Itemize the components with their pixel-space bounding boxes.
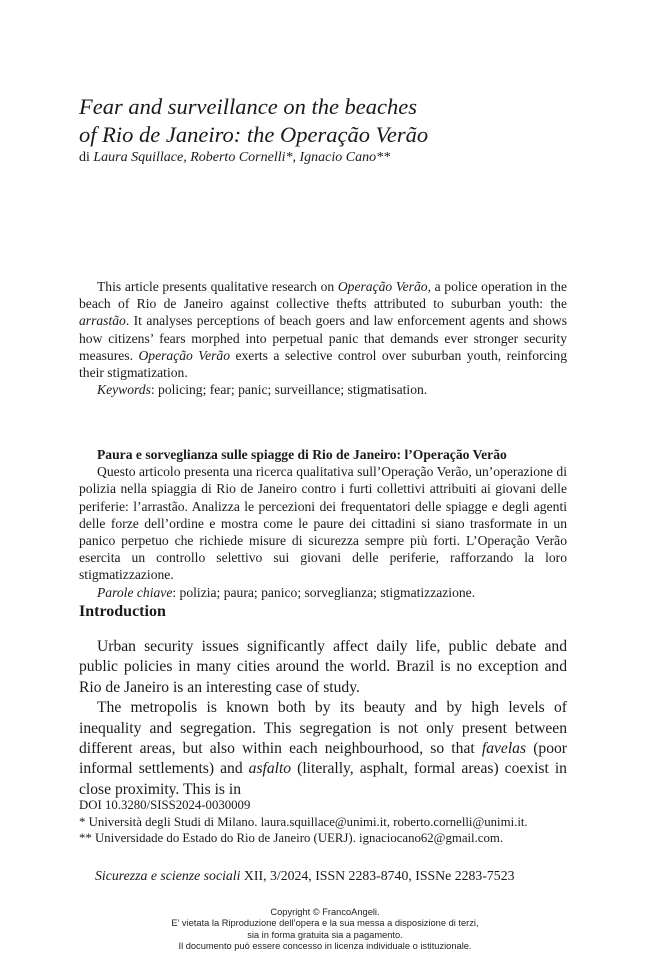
abstract-en-text [79, 278, 567, 381]
abstract-en-part: . It analyses perceptions of beach goers and law enforcement agents and shows how citizens’ fears morphed into perpetual panic that demands ever stronger security measures. [79, 313, 567, 363]
intro-paragraph-2 [79, 698, 567, 800]
author-line [79, 149, 390, 167]
abstract-italian [79, 446, 567, 601]
journal-citation [95, 868, 515, 884]
keywords-label: Keywords [97, 382, 151, 398]
abstract-english [79, 278, 567, 398]
copyright-line-4: Il documento può essere concesso in licenza individuale o istituzionale. [178, 941, 472, 952]
footnotes [79, 797, 579, 847]
abstract-it-text: Questo articolo presenta una ricerca qualitativa sull’Operação Verão, un’operazione di polizia nella spiaggia di Rio de Janeiro contro i furti collettivi attribuiti ai giovani delle periferie: l’arrastão. Analizza le percezioni dei frequentatori delle spiagge e degli agenti delle forze dell’ordine e mostra come le paure dei cittadini si siano trasformate in un panico perpetuo che richiede misure di sicurezza sempre più forti. L’Operação Verão esercita un controllo selettivo sui giovani delle periferie, rafforzando la loro stigmatizzazione. [79, 464, 567, 583]
copyright-line-1: Copyright © FrancoAngeli. [270, 907, 380, 917]
abstract-it-title: Paura e sorveglianza sulle spiagge di Rio de Janeiro: l’Operação Verão [97, 447, 507, 462]
abstract-en-part: , a police operation in the beach of Rio de Janeiro against collective thefts attributed to suburban youth: the [79, 279, 567, 312]
abstract-en-part: exerts a selective control over suburban youth, reinforcing their stigmatization. [79, 347, 567, 381]
intro-p2-italic: asfalto [248, 760, 292, 778]
section-heading-introduction: Introduction [79, 603, 166, 620]
abstract-en-italic: Operação Verão [138, 347, 230, 363]
footnote-1: * Università degli Studi di Milano. laura.squillace@unimi.it, roberto.cornelli@unimi.it. [79, 814, 528, 829]
intro-p2-part: The metropolis is known both by its beauty and by high levels of inequality and segregation. This segregation is not only present between different areas, but also within each neighbourhood, so that [79, 699, 567, 758]
keywords-it [79, 584, 567, 601]
intro-p2-part: (poor informal settlements) and [79, 740, 567, 778]
introduction-body [79, 637, 567, 800]
copyright-notice [0, 907, 650, 953]
keywords-it-label: Parole chiave [97, 584, 173, 600]
title-line-2: of Rio de Janeiro: the Operação Verão [79, 122, 429, 147]
author-names: Laura Squillace, Roberto Cornelli*, Ignacio Cano** [93, 150, 391, 165]
keywords-en [79, 381, 567, 398]
intro-p2-italic: favelas [481, 740, 527, 758]
article-title [79, 93, 599, 149]
journal-name: Sicurezza e scienze sociali [95, 868, 241, 883]
keywords-list: : policing; fear; panic; surveillance; stigmatisation. [150, 382, 428, 398]
journal-issue: XII, 3/2024, ISSN 2283-8740, ISSNe 2283-7523 [240, 868, 515, 883]
intro-paragraph-1: Urban security issues significantly affect daily life, public debate and public policies in many cities around the world. Brazil is no exception and Rio de Janeiro is an interesting case of study. [79, 638, 567, 696]
title-line-1: Fear and surveillance on the beaches [79, 94, 418, 119]
copyright-line-2: E’ vietata la Riproduzione dell’opera e la sua messa a disposizione di terzi, [171, 918, 479, 929]
copyright-line-3: sia in forma gratuita sia a pagamento. [247, 929, 403, 940]
author-prefix: di [79, 150, 90, 165]
abstract-en-part: This article presents qualitative research on [97, 279, 338, 294]
footnote-2: ** Universidade do Estado do Rio de Janeiro (UERJ). ignaciocano62@gmail.com. [79, 831, 504, 845]
abstract-en-italic: arrastão [79, 313, 126, 329]
intro-p2-part: (literally, asphalt, formal areas) coexist in close proximity. This is in [79, 760, 567, 798]
keywords-it-list: : polizia; paura; panico; sorveglianza; stigmatizzazione. [172, 584, 476, 600]
abstract-en-italic: Operação Verão [337, 279, 428, 294]
doi: DOI 10.3280/SISS2024-0030009 [79, 798, 251, 812]
